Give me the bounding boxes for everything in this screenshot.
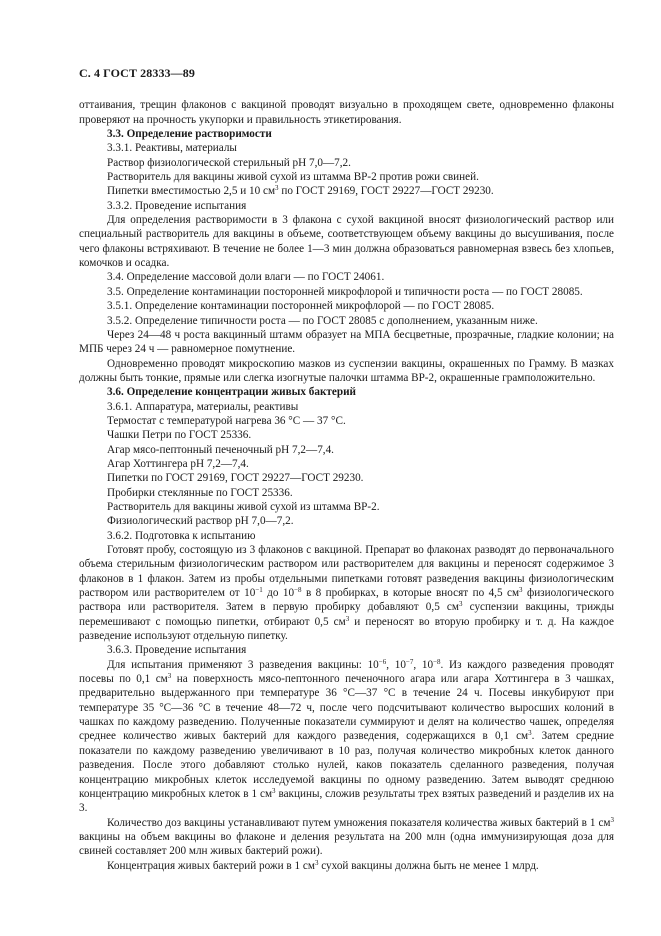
- paragraph: Чашки Петри по ГОСТ 25336.: [107, 429, 252, 442]
- document-body: [79, 98, 614, 873]
- paragraph: 3.6.2. Подготовка к испытанию: [107, 529, 256, 542]
- document-page: [79, 66, 614, 873]
- paragraph: Растворитель для вакцины живой сухой из штамма ВР-2.: [107, 500, 380, 513]
- paragraph: 3.4. Определение массовой доли влаги — по ГОСТ 24061.: [107, 271, 385, 284]
- paragraph: Термостат с температурой нагрева 36 °С — 37 °С.: [107, 414, 346, 427]
- paragraph: Готовят пробу, состоящую из 3 флаконов с вакциной. Препарат во флаконах разводят до первоначального объема стерильным физиологическим раствором или растворителем для вакцины и переносят содержимое 3 флаконов в 1 флакон. Затем из пробы отдельными пипетками готовят разведения вакцины физиологическим раствором или растворителем от $10^{-1}$ до $10^{-8}$ в 8 пробирках, в которые вносят по 4,5 $см^3$ физиологического раствора или растворителя. Затем в первую пробирку добавляют 0,5 $см^3$ суспензии вакцины, трижды перемешивают с помощью пипетки, отбирают 0,5 $см^3$ и переносят во вторую пробирку и т. д. На каждое разведение используют отдельную пипетку.: [79, 544, 614, 643]
- paragraph: Физиологический раствор pH 7,0—7,2.: [107, 515, 294, 528]
- paragraph: Для определения растворимости в 3 флакона с сухой вакциной вносят физиологический раствор или специальный растворитель для вакцины в объеме, соответствующем объему вакцины до высушивания, после чего флаконы встряхивают. В течение не более 1—3 мин должна образоваться равномерная взвесь без хлопьев, комочков и осадка.: [79, 214, 614, 270]
- paragraph: оттаивания, трещин флаконов с вакциной проводят визуально в проходящем свете, одновременно флаконы проверяют на прочность укупорки и правильность этикетирования.: [79, 99, 614, 126]
- paragraph: Пипетки вместимостью 2,5 и 10 $см^3$ по ГОСТ 29169, ГОСТ 29227—ГОСТ 29230.: [107, 184, 494, 198]
- section-heading: 3.6. Определение концентрации живых бактерий: [107, 386, 356, 399]
- paragraph: Количество доз вакцины устанавливают путем умножения показателя количества живых бактерий в 1 $см^3$ вакцины на объем вакцины во флаконе и деления результата на 200 млн (одна иммунизирующая доза для свиней составляет 200 млн живых бактерий рожи).: [79, 815, 614, 858]
- paragraph: Пипетки по ГОСТ 29169, ГОСТ 29227—ГОСТ 29230.: [107, 472, 364, 485]
- paragraph: Раствор физиологической стерильный pH 7,0—7,2.: [107, 156, 351, 169]
- paragraph: 3.6.1. Аппаратура, материалы, реактивы: [107, 400, 299, 413]
- paragraph: 3.5. Определение контаминации посторонней микрофлорой и типичности роста — по ГОСТ 28085.: [107, 285, 583, 298]
- paragraph: Агар мясо-пептонный печеночный pH 7,2—7,4.: [107, 443, 334, 456]
- paragraph: 3.5.2. Определение типичности роста — по ГОСТ 28085 с дополнением, указанным ниже.: [107, 314, 538, 327]
- paragraph: 3.3.2. Проведение испытания: [107, 199, 247, 212]
- paragraph: Через 24—48 ч роста вакцинный штамм образует на МПА бесцветные, прозрачные, гладкие колонии; на МПБ через 24 ч — равномерное помутнение.: [79, 328, 614, 356]
- paragraph: Концентрация живых бактерий рожи в 1 $см^3$ сухой вакцины должна быть не менее 1 млрд.: [107, 858, 539, 872]
- paragraph: Для испытания применяют 3 разведения вакцины: $10^{-6}$, $10^{-7}$, $10^{-8}$. Из каждого разведения проводят посевы по 0,1 $см^3$ на поверхность мясо-пептонного печеночного агара или агара Хоттингера в 3 чашках, предварительно выдержанного при температуре 36 °С—37 °С в течение 24 ч. Посевы инкубируют при температуре 35 °С—36 °С в течение 48—72 ч, после чего подсчитывают количество выросших колоний в чашках по каждому разведению. Полученные показатели суммируют и делят на количество чашек, определяя среднее количество живых бактерий для каждого разведения, содержащихся в 0,1 $см^3$. Затем средние показатели по каждому разведению увеличивают в 10 раз, получая количество микробных клеток данного разведения. После этого добавляют столько нулей, каков показатель сделанного разведения, получая концентрацию микробных клеток исследуемой вакцины по одному разведению. Затем выводят среднюю концентрацию микробных клеток в 1 $см^3$ вакцины, сложив результаты трех взятых разведений и разделив их на 3.: [79, 657, 615, 815]
- section-heading: 3.3. Определение растворимости: [107, 128, 272, 141]
- paragraph: 3.6.3. Проведение испытания: [107, 644, 247, 657]
- paragraph: Пробирки стеклянные по ГОСТ 25336.: [107, 486, 293, 499]
- paragraph: Агар Хоттингера pH 7,2—7,4.: [107, 457, 249, 470]
- page-header: С. 4 ГОСТ 28333—89: [79, 66, 195, 80]
- paragraph: Одновременно проводят микроскопию мазков из суспензии вакцины, окрашенных по Грамму. В мазках должны быть тонкие, прямые или слегка изогнутые палочки штамма ВР-2, окрашенные грамположительно.: [79, 357, 614, 384]
- paragraph: 3.5.1. Определение контаминации посторонней микрофлорой — по ГОСТ 28085.: [107, 300, 495, 313]
- paragraph: 3.3.1. Реактивы, материалы: [107, 142, 237, 155]
- paragraph: Растворитель для вакцины живой сухой из штамма ВР-2 против рожи свиней.: [107, 171, 479, 184]
